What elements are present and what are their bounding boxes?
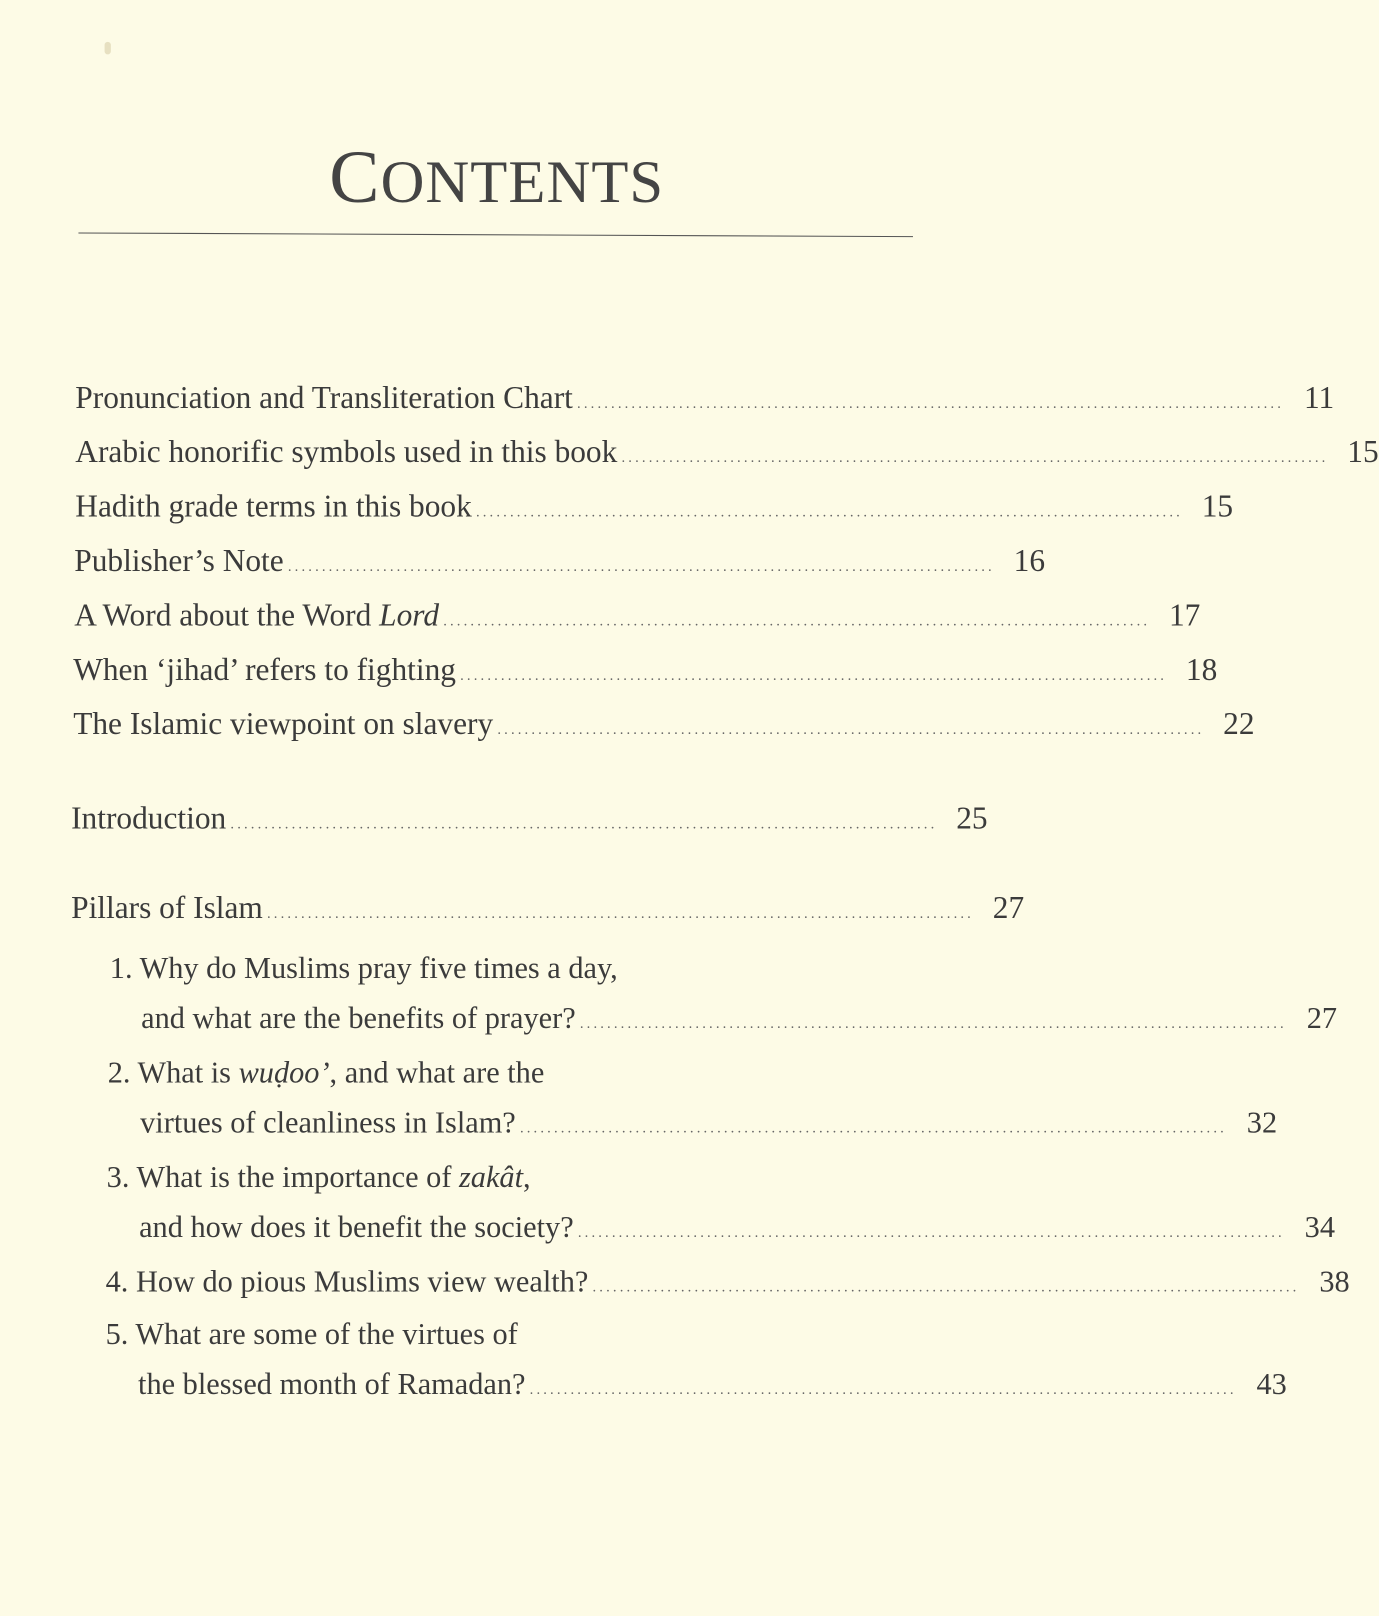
question-text: , xyxy=(523,1160,531,1195)
dot-leader: ........................................................................................................ xyxy=(497,722,1205,739)
dot-leader: ........................................................................................................ xyxy=(577,1225,1285,1242)
entry-title xyxy=(74,598,439,634)
entry-title: When ‘jihad’ refers to fighting xyxy=(73,652,456,688)
entry-page: 15 xyxy=(1347,435,1379,470)
entry-title: Pillars of Islam xyxy=(71,891,263,926)
dot-leader: ........................................................................................................ xyxy=(579,1016,1287,1033)
toc-entry[interactable] xyxy=(75,489,1234,525)
dot-leader: ........................................................................................................ xyxy=(460,668,1168,684)
entry-page: 16 xyxy=(1013,543,1046,579)
entry-title: Pronunciation and Transliteration Chart xyxy=(75,380,573,416)
entry-page: 43 xyxy=(1256,1367,1287,1402)
toc-entry[interactable] xyxy=(73,652,1218,689)
entry-title-italic: Lord xyxy=(379,598,440,633)
entry-page: 18 xyxy=(1185,652,1218,688)
toc-entry[interactable] xyxy=(140,1106,1278,1141)
entry-title: and what are the benefits of prayer? xyxy=(141,1001,576,1036)
toc-entry[interactable] xyxy=(74,543,1046,580)
page-title xyxy=(0,134,994,221)
dot-leader: ........................................................................................................ xyxy=(621,450,1329,467)
entry-title: Hadith grade terms in this book xyxy=(75,489,472,524)
entry-page: 38 xyxy=(1319,1265,1350,1299)
entry-title: 4. How do pious Muslims view wealth? xyxy=(105,1265,589,1299)
entry-page: 27 xyxy=(992,891,1025,926)
entry-page: 22 xyxy=(1223,706,1255,742)
dot-leader: ........................................................................................................ xyxy=(519,1121,1227,1137)
entry-page: 32 xyxy=(1246,1106,1278,1140)
toc-entry[interactable] xyxy=(71,801,988,837)
entry-title: the blessed month of Ramadan? xyxy=(138,1367,526,1402)
question-line xyxy=(108,1056,545,1091)
entry-title: virtues of cleanliness in Islam? xyxy=(140,1106,516,1140)
entry-title: Introduction xyxy=(71,801,227,836)
title-divider xyxy=(78,232,913,237)
toc-entry[interactable] xyxy=(74,598,1201,634)
title-initial: C xyxy=(329,134,381,219)
entry-title: and how does it benefit the society? xyxy=(139,1211,574,1245)
toc-entry[interactable] xyxy=(73,706,1255,743)
question-text: 1. Why do Muslims pray five times a day, xyxy=(109,951,618,986)
entry-title: Publisher’s Note xyxy=(74,543,284,579)
question-line xyxy=(107,1161,531,1196)
title-rest: ONTENTS xyxy=(380,147,665,216)
question-line xyxy=(106,1318,518,1353)
toc-entry[interactable] xyxy=(75,380,1335,417)
toc-entry[interactable] xyxy=(139,1211,1336,1246)
entry-page: 25 xyxy=(956,801,988,836)
entry-title-text: A Word about the Word xyxy=(74,598,380,633)
dot-leader: ........................................................................................................ xyxy=(443,613,1151,630)
question-italic: zakât xyxy=(459,1160,524,1195)
toc-entry[interactable] xyxy=(141,1001,1338,1037)
question-text: 2. What is xyxy=(107,1056,239,1090)
dot-leader: ........................................................................................................ xyxy=(577,396,1285,413)
entry-page: 27 xyxy=(1306,1001,1338,1036)
entry-page: 17 xyxy=(1168,598,1201,633)
dot-leader: ........................................................................................................ xyxy=(475,505,1183,521)
toc-entry[interactable] xyxy=(138,1367,1287,1403)
question-italic: wuḍoo’ xyxy=(238,1056,330,1090)
entry-title: Arabic honorific symbols used in this book xyxy=(75,435,618,470)
entry-title: The Islamic viewpoint on slavery xyxy=(73,706,494,742)
dot-leader: ........................................................................................................ xyxy=(230,816,938,833)
toc-entry[interactable] xyxy=(75,435,1379,471)
dot-leader: ........................................................................................................ xyxy=(287,559,995,576)
question-text: 3. What is the importance of xyxy=(106,1160,460,1195)
dot-leader: ........................................................................................................ xyxy=(267,906,974,923)
entry-page: 11 xyxy=(1303,380,1335,416)
scan-smudge xyxy=(105,42,111,55)
question-line xyxy=(110,952,618,987)
dot-leader: ........................................................................................................ xyxy=(592,1280,1300,1296)
question-text: , and what are the xyxy=(329,1056,545,1090)
entry-page: 15 xyxy=(1201,489,1234,524)
toc-entry[interactable] xyxy=(71,891,1025,927)
entry-page: 34 xyxy=(1304,1211,1336,1245)
toc-entry[interactable] xyxy=(105,1265,1350,1300)
question-text: 5. What are some of the virtues of xyxy=(105,1317,518,1352)
dot-leader: ........................................................................................................ xyxy=(529,1382,1237,1399)
